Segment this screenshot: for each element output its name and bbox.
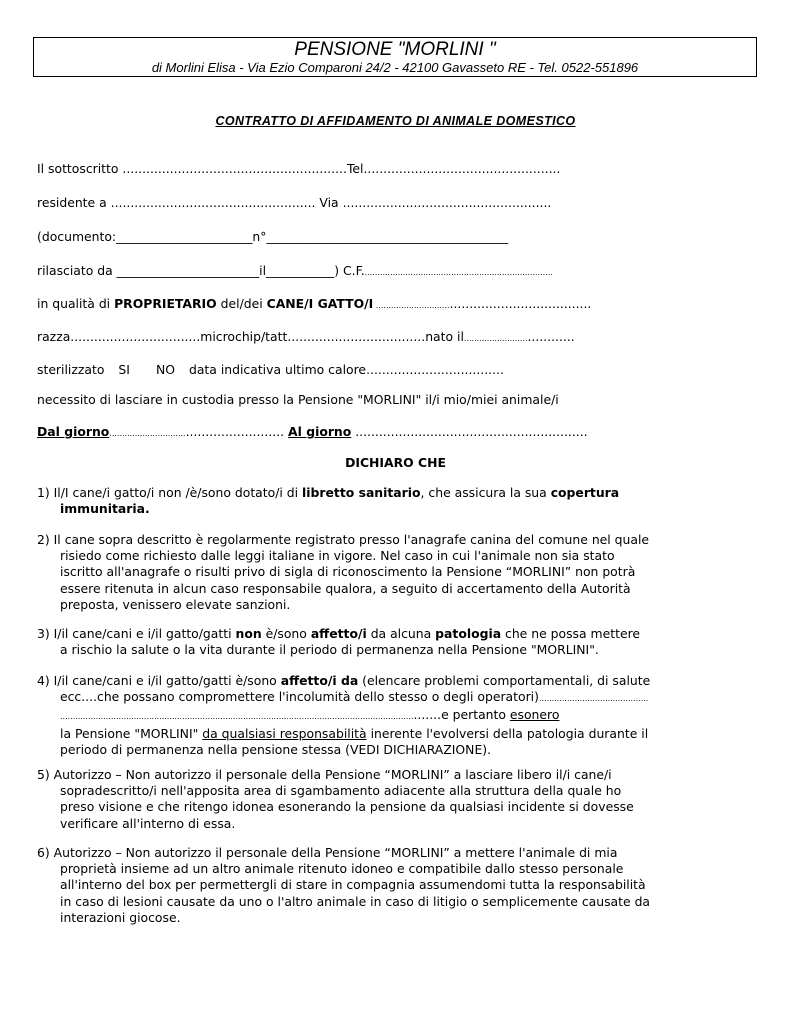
al-giorno-blank[interactable]: ...........................................................: [351, 424, 588, 439]
residente-blank[interactable]: ....................................................: [110, 195, 316, 210]
item-4-line-1: [37, 673, 757, 689]
dal-giorno-blank[interactable]: .........................: [185, 424, 285, 439]
responsabilita-text: da qualsiasi responsabilità: [202, 725, 367, 741]
esonero-text: esonero: [509, 707, 560, 723]
patologie-blank-1[interactable]: ...........................................: [538, 694, 649, 704]
documento-blank[interactable]: ______________________: [116, 229, 253, 244]
microchip-blank[interactable]: ...................................: [287, 329, 426, 344]
residente-label: residente a: [37, 195, 111, 210]
nato-blank-small[interactable]: .........................: [463, 334, 528, 343]
field-rilasciato: [37, 263, 553, 280]
item-4-line-4-text-b: inerente l'evolversi della patologia durante il: [366, 725, 649, 741]
item-2-line-5: preposta, venissero elevate sanzioni.: [60, 596, 291, 612]
item-5-line-1: 5) Autorizzo – Non autorizzo il personale della Pensione “MORLINI” a lasciare libero il/i cane/i: [37, 767, 612, 782]
letterhead-box: [33, 37, 757, 77]
dal-giorno-blank-small[interactable]: ..............................: [109, 429, 186, 438]
numero-blank[interactable]: _______________________________________: [266, 229, 509, 244]
microchip-label: microchip/tatt: [200, 329, 288, 344]
item-3-text-g: che ne possa mettere: [501, 626, 641, 641]
copertura-text: copertura: [550, 485, 620, 500]
tel-label: Tel: [346, 161, 364, 176]
item-1-text-c: , che assicura la sua: [420, 485, 551, 500]
contract-title: CONTRATTO DI AFFIDAMENTO DI ANIMALE DOMESTICO: [215, 114, 576, 128]
item-1-line-1: [37, 485, 757, 501]
il-label: il: [259, 263, 267, 278]
necessito-text: necessito di lasciare in custodia presso la Pensione "MORLINI" il/i mio/miei animale/i: [37, 392, 559, 407]
field-sterilizzato: [37, 362, 504, 377]
item-1-line-2: immunitaria.: [60, 501, 150, 517]
pension-name: PENSIONE "MORLINI ": [294, 39, 496, 60]
qualita-blank[interactable]: ....................................: [449, 296, 592, 311]
del-dei-text: del/dei: [216, 296, 267, 311]
affetto-text: affetto/i: [310, 626, 367, 641]
item-3: [37, 626, 757, 658]
item-2-line-3: iscritto all'anagrafe o risulti privo di sigla di riconoscimento la Pensione “MORLINI” non potrà: [60, 564, 636, 580]
cf-label: ) C.F.: [334, 263, 365, 278]
cane-gatto-label: CANE/I GATTO/I: [266, 296, 374, 311]
razza-blank[interactable]: .................................: [70, 329, 201, 344]
item-3-text-e: da alcuna: [366, 626, 436, 641]
cf-blank[interactable]: ..........................................................................: [364, 268, 553, 277]
al-giorno-label: Al giorno: [288, 424, 352, 439]
item-2: [37, 532, 757, 613]
field-residente: [37, 195, 551, 210]
patologie-blank-2[interactable]: .......: [413, 707, 442, 723]
item-3-text-c: è/sono: [261, 626, 311, 641]
field-qualita: [37, 296, 591, 313]
item-6: [37, 845, 757, 926]
item-4: [37, 673, 757, 758]
item-4-text-a: 4) I/il cane/cani e i/il gatto/gatti è/sono: [37, 673, 281, 688]
item-3-line-2: a rischio la salute o la vita durante il periodo di permanenza nella Pensione "MORLINI".: [60, 642, 599, 658]
patologie-blank-2-small[interactable]: ...........................................................................................................................................: [60, 712, 414, 722]
tel-blank[interactable]: ..................................................: [363, 161, 561, 176]
non-text: non: [235, 626, 262, 641]
item-5-line-3: preso visione e che ritengo idonea esonerando la pensione da qualsiasi incidente si dovesse: [60, 799, 634, 815]
item-6-line-5: interazioni giocose.: [60, 909, 181, 925]
libretto-sanitario-text: libretto sanitario: [302, 485, 421, 500]
dal-giorno-label: Dal giorno: [37, 424, 110, 439]
item-6-line-2: proprietà insieme ad un altro animale ritenuto idoneo e compatibile dallo stesso personale: [60, 861, 624, 877]
item-6-line-1: 6) Autorizzo – Non autorizzo il personale della Pensione “MORLINI” a mettere l'animale di mia: [37, 845, 618, 860]
calore-label: data indicativa ultimo calore: [188, 362, 367, 377]
patologia-text: patologia: [435, 626, 502, 641]
item-4-line-2: [37, 689, 757, 707]
item-2-line-1: 2) Il cane sopra descritto è regolarmente registrato presso l'anagrafe canina del comune nel quale: [37, 532, 650, 547]
qualita-blank-small[interactable]: .............................: [373, 301, 450, 310]
calore-blank[interactable]: ...................................: [366, 362, 504, 377]
documento-label: (documento:: [37, 229, 117, 244]
il-blank[interactable]: ___________: [266, 263, 335, 278]
si-option[interactable]: SI: [118, 362, 130, 377]
sottoscritto-blank[interactable]: .........................................................: [122, 161, 347, 176]
item-3-line-1: [37, 626, 757, 642]
item-2-line-4: essere ritenuta in alcun caso responsabile qualora, a seguito di accertamento della Autorità: [60, 580, 631, 596]
qualita-text: in qualità di: [37, 296, 115, 311]
field-documento: [37, 229, 508, 244]
item-1: [37, 485, 757, 517]
sottoscritto-label: Il sottoscritto: [37, 161, 123, 176]
item-5-line-2: sopradescritto/i nell'apposita area di sgambamento adiacente alla struttura della quale ho: [60, 783, 622, 799]
numero-label: n°: [252, 229, 267, 244]
item-5: [37, 767, 757, 832]
sterilizzato-label: sterilizzato: [37, 362, 105, 377]
proprietario-label: PROPRIETARIO: [114, 296, 217, 311]
affetto-da-text: affetto/i da: [280, 673, 359, 688]
field-razza: [37, 329, 575, 346]
no-option[interactable]: NO: [155, 362, 175, 377]
e-pertanto-text: e pertanto: [441, 707, 510, 723]
nato-label: nato il: [425, 329, 464, 344]
nato-blank[interactable]: ............: [527, 329, 575, 344]
item-4-line-4-text-a: la Pensione "MORLINI": [60, 725, 203, 741]
dichiaro-che-heading: DICHIARO CHE: [345, 455, 446, 470]
via-blank[interactable]: .....................................................: [342, 195, 552, 210]
via-label: Via: [315, 195, 343, 210]
item-6-line-3: all'interno del box per permettergli di stare in compagnia assumendomi tutta la responsabilità: [60, 877, 646, 893]
item-6-line-4: in caso di lesioni causate da uno o l'altro animale in caso di litigio o semplicemente causate da: [60, 893, 651, 909]
item-1-text-a: 1) Il/I cane/i gatto/i non /è/sono dotato/i di: [37, 485, 303, 500]
item-3-text-a: 3) I/il cane/cani e i/il gatto/gatti: [37, 626, 236, 641]
field-sottoscritto: [37, 161, 560, 176]
field-date: [37, 424, 588, 441]
rilasciato-label: rilasciato da: [37, 263, 117, 278]
item-4-line-5: periodo di permanenza nella pensione stessa (VEDI DICHIARAZIONE).: [60, 741, 492, 757]
item-4-text-c: (elencare problemi comportamentali, di salute: [358, 673, 651, 688]
item-2-line-2: risiedo come richiesto dalle leggi italiane in vigore. Nel caso in cui l'animale non sia stato: [60, 548, 615, 564]
item-4-line-4: [37, 726, 757, 742]
rilasciato-blank[interactable]: _______________________: [116, 263, 260, 278]
item-4-line-2-text: ecc....che possano compromettere l'incolumità dello stesso o degli operatori): [60, 689, 539, 705]
pension-address: di Morlini Elisa - Via Ezio Comparoni 24/2 - 42100 Gavasseto RE - Tel. 0522-551896: [151, 60, 639, 75]
razza-label: razza: [37, 329, 71, 344]
item-4-line-3: [37, 707, 757, 725]
item-5-line-4: verificare all'interno di essa.: [60, 815, 236, 831]
